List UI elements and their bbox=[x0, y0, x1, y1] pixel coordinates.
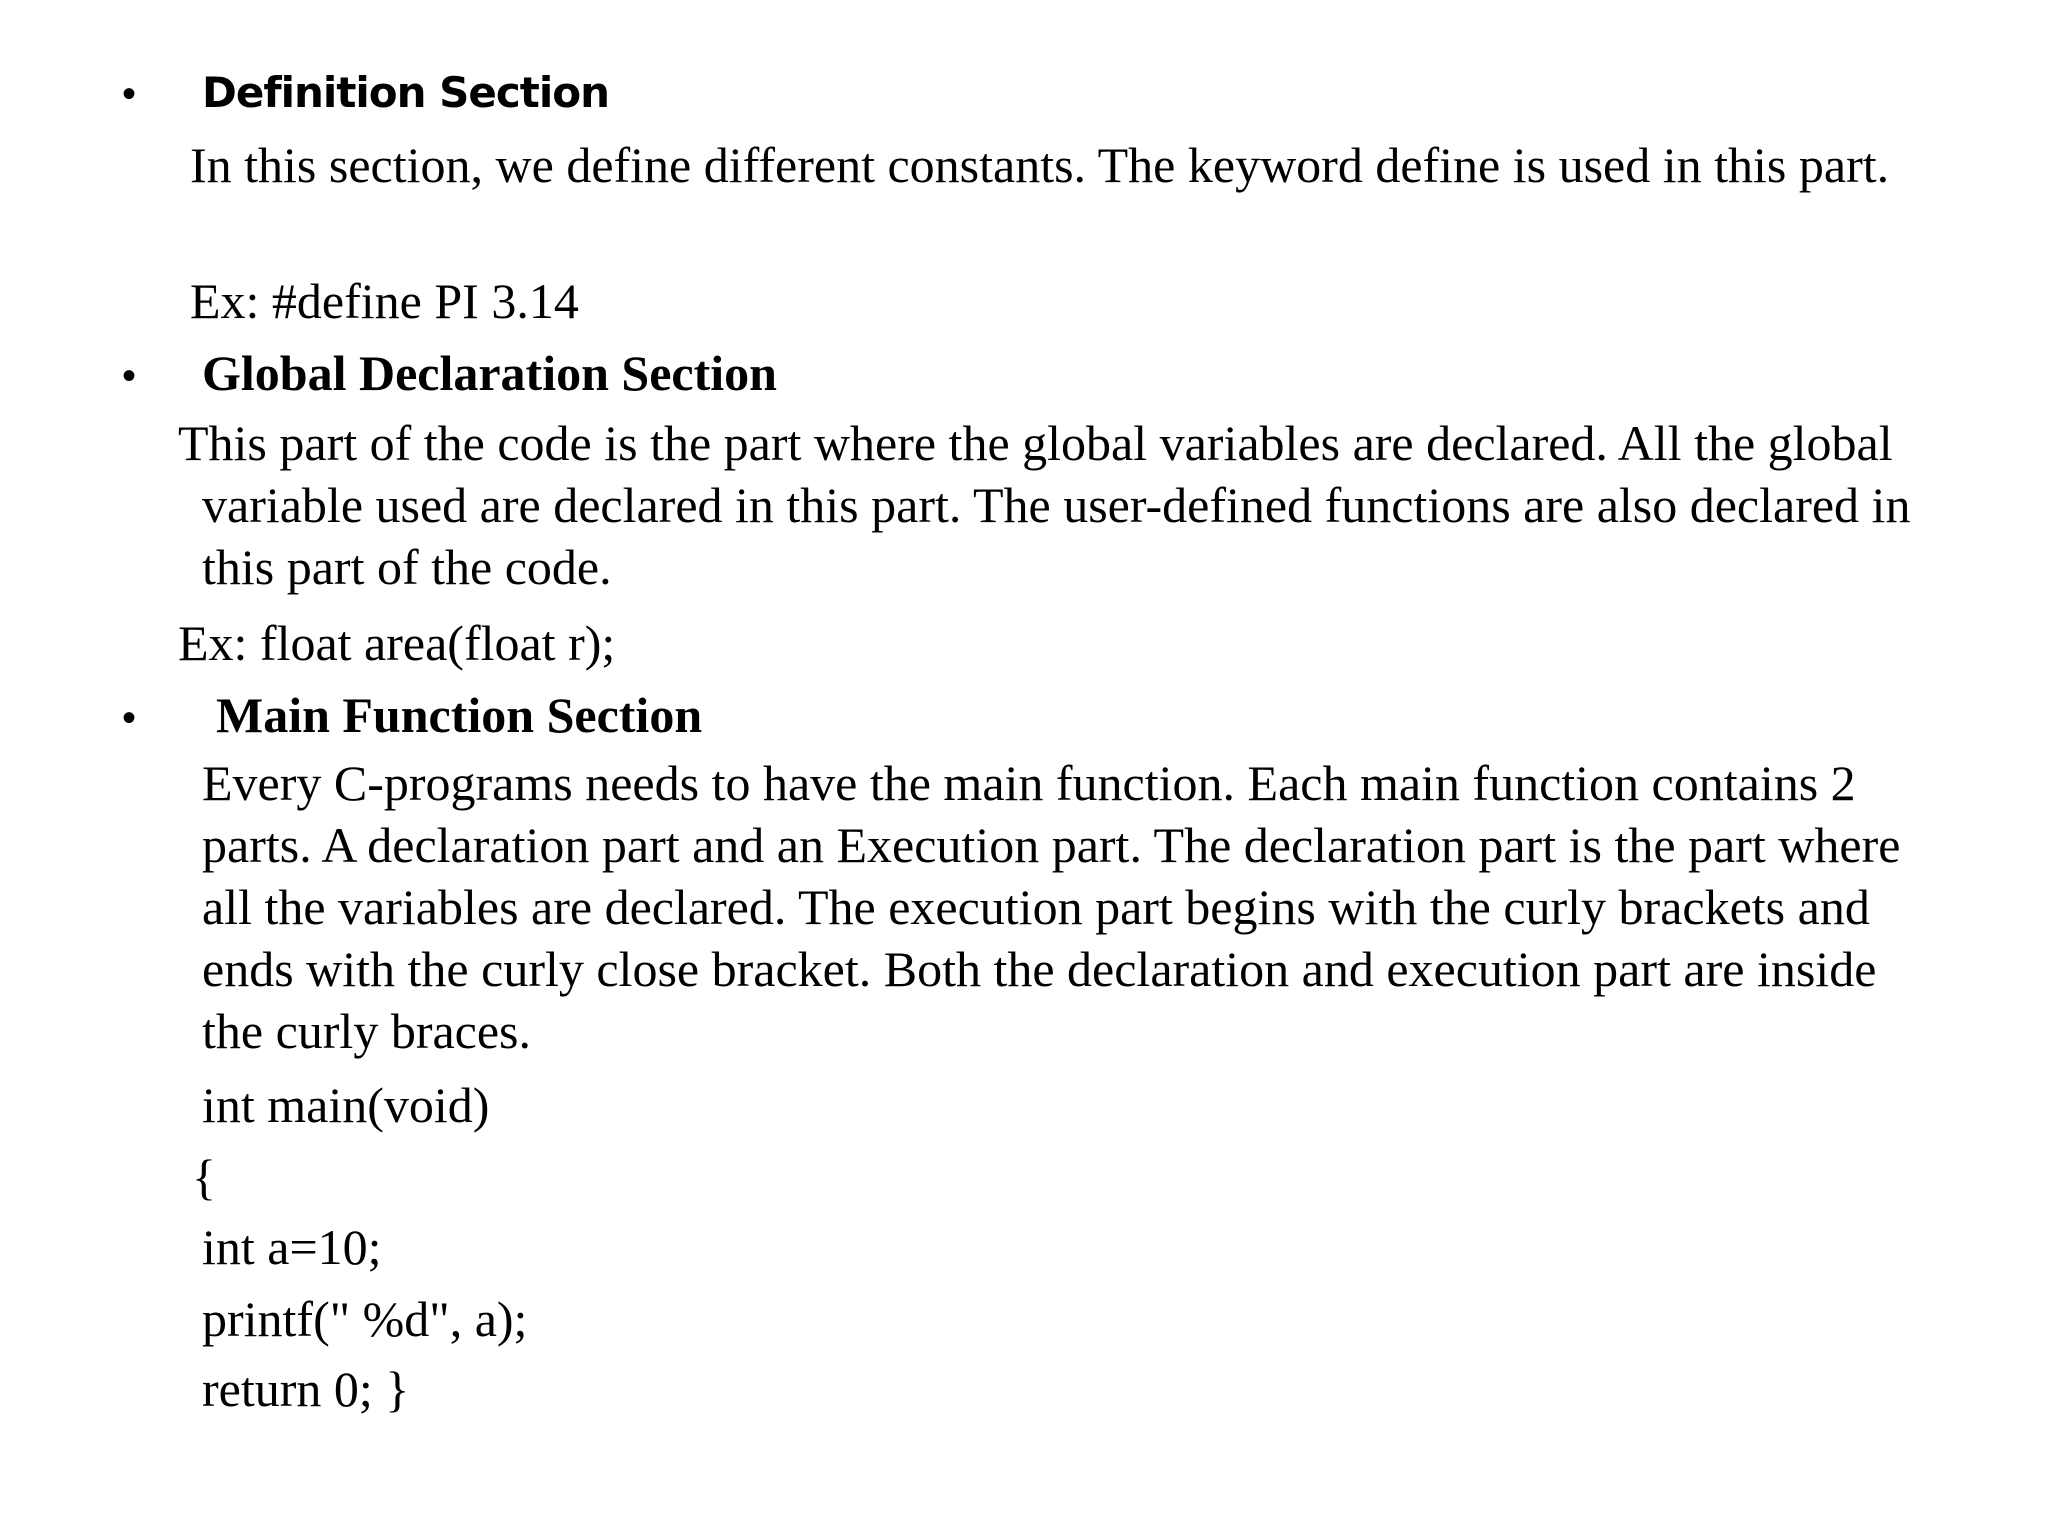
heading-global-declaration-section: Global Declaration Section bbox=[202, 345, 777, 401]
global-declaration-description: This part of the code is the part where the global variables are declared. All the global variable used are declared in this part. The user-defined functions are also declared in this part of the code. bbox=[178, 415, 1911, 595]
bullet-definition: • bbox=[122, 72, 137, 116]
definition-example: Ex: #define PI 3.14 bbox=[190, 273, 579, 329]
heading-definition-section: Definition Section bbox=[202, 68, 610, 117]
code-line-open-brace: { bbox=[192, 1149, 216, 1205]
definition-description: In this section, we define different constants. The keyword define is used in this part. bbox=[190, 137, 1890, 193]
code-line-return: return 0; } bbox=[202, 1361, 410, 1417]
bullet-main-function: • bbox=[122, 696, 137, 740]
code-line-printf: printf(" %d", a); bbox=[202, 1291, 528, 1347]
code-line-declaration: int a=10; bbox=[202, 1219, 382, 1275]
bullet-global-declaration: • bbox=[122, 354, 137, 398]
heading-main-function-section: Main Function Section bbox=[216, 687, 703, 743]
global-declaration-example: Ex: float area(float r); bbox=[178, 615, 616, 671]
code-line-main-signature: int main(void) bbox=[202, 1077, 490, 1133]
main-function-description: Every C-programs needs to have the main function. Each main function contains 2 parts. A declaration part and an Execution part. The declaration part is the part where all the variables are declared. The execution part begins with the curly brackets and ends with the curly close bracket. Both the declaration and execution part are inside the curly braces. bbox=[202, 755, 1901, 1059]
